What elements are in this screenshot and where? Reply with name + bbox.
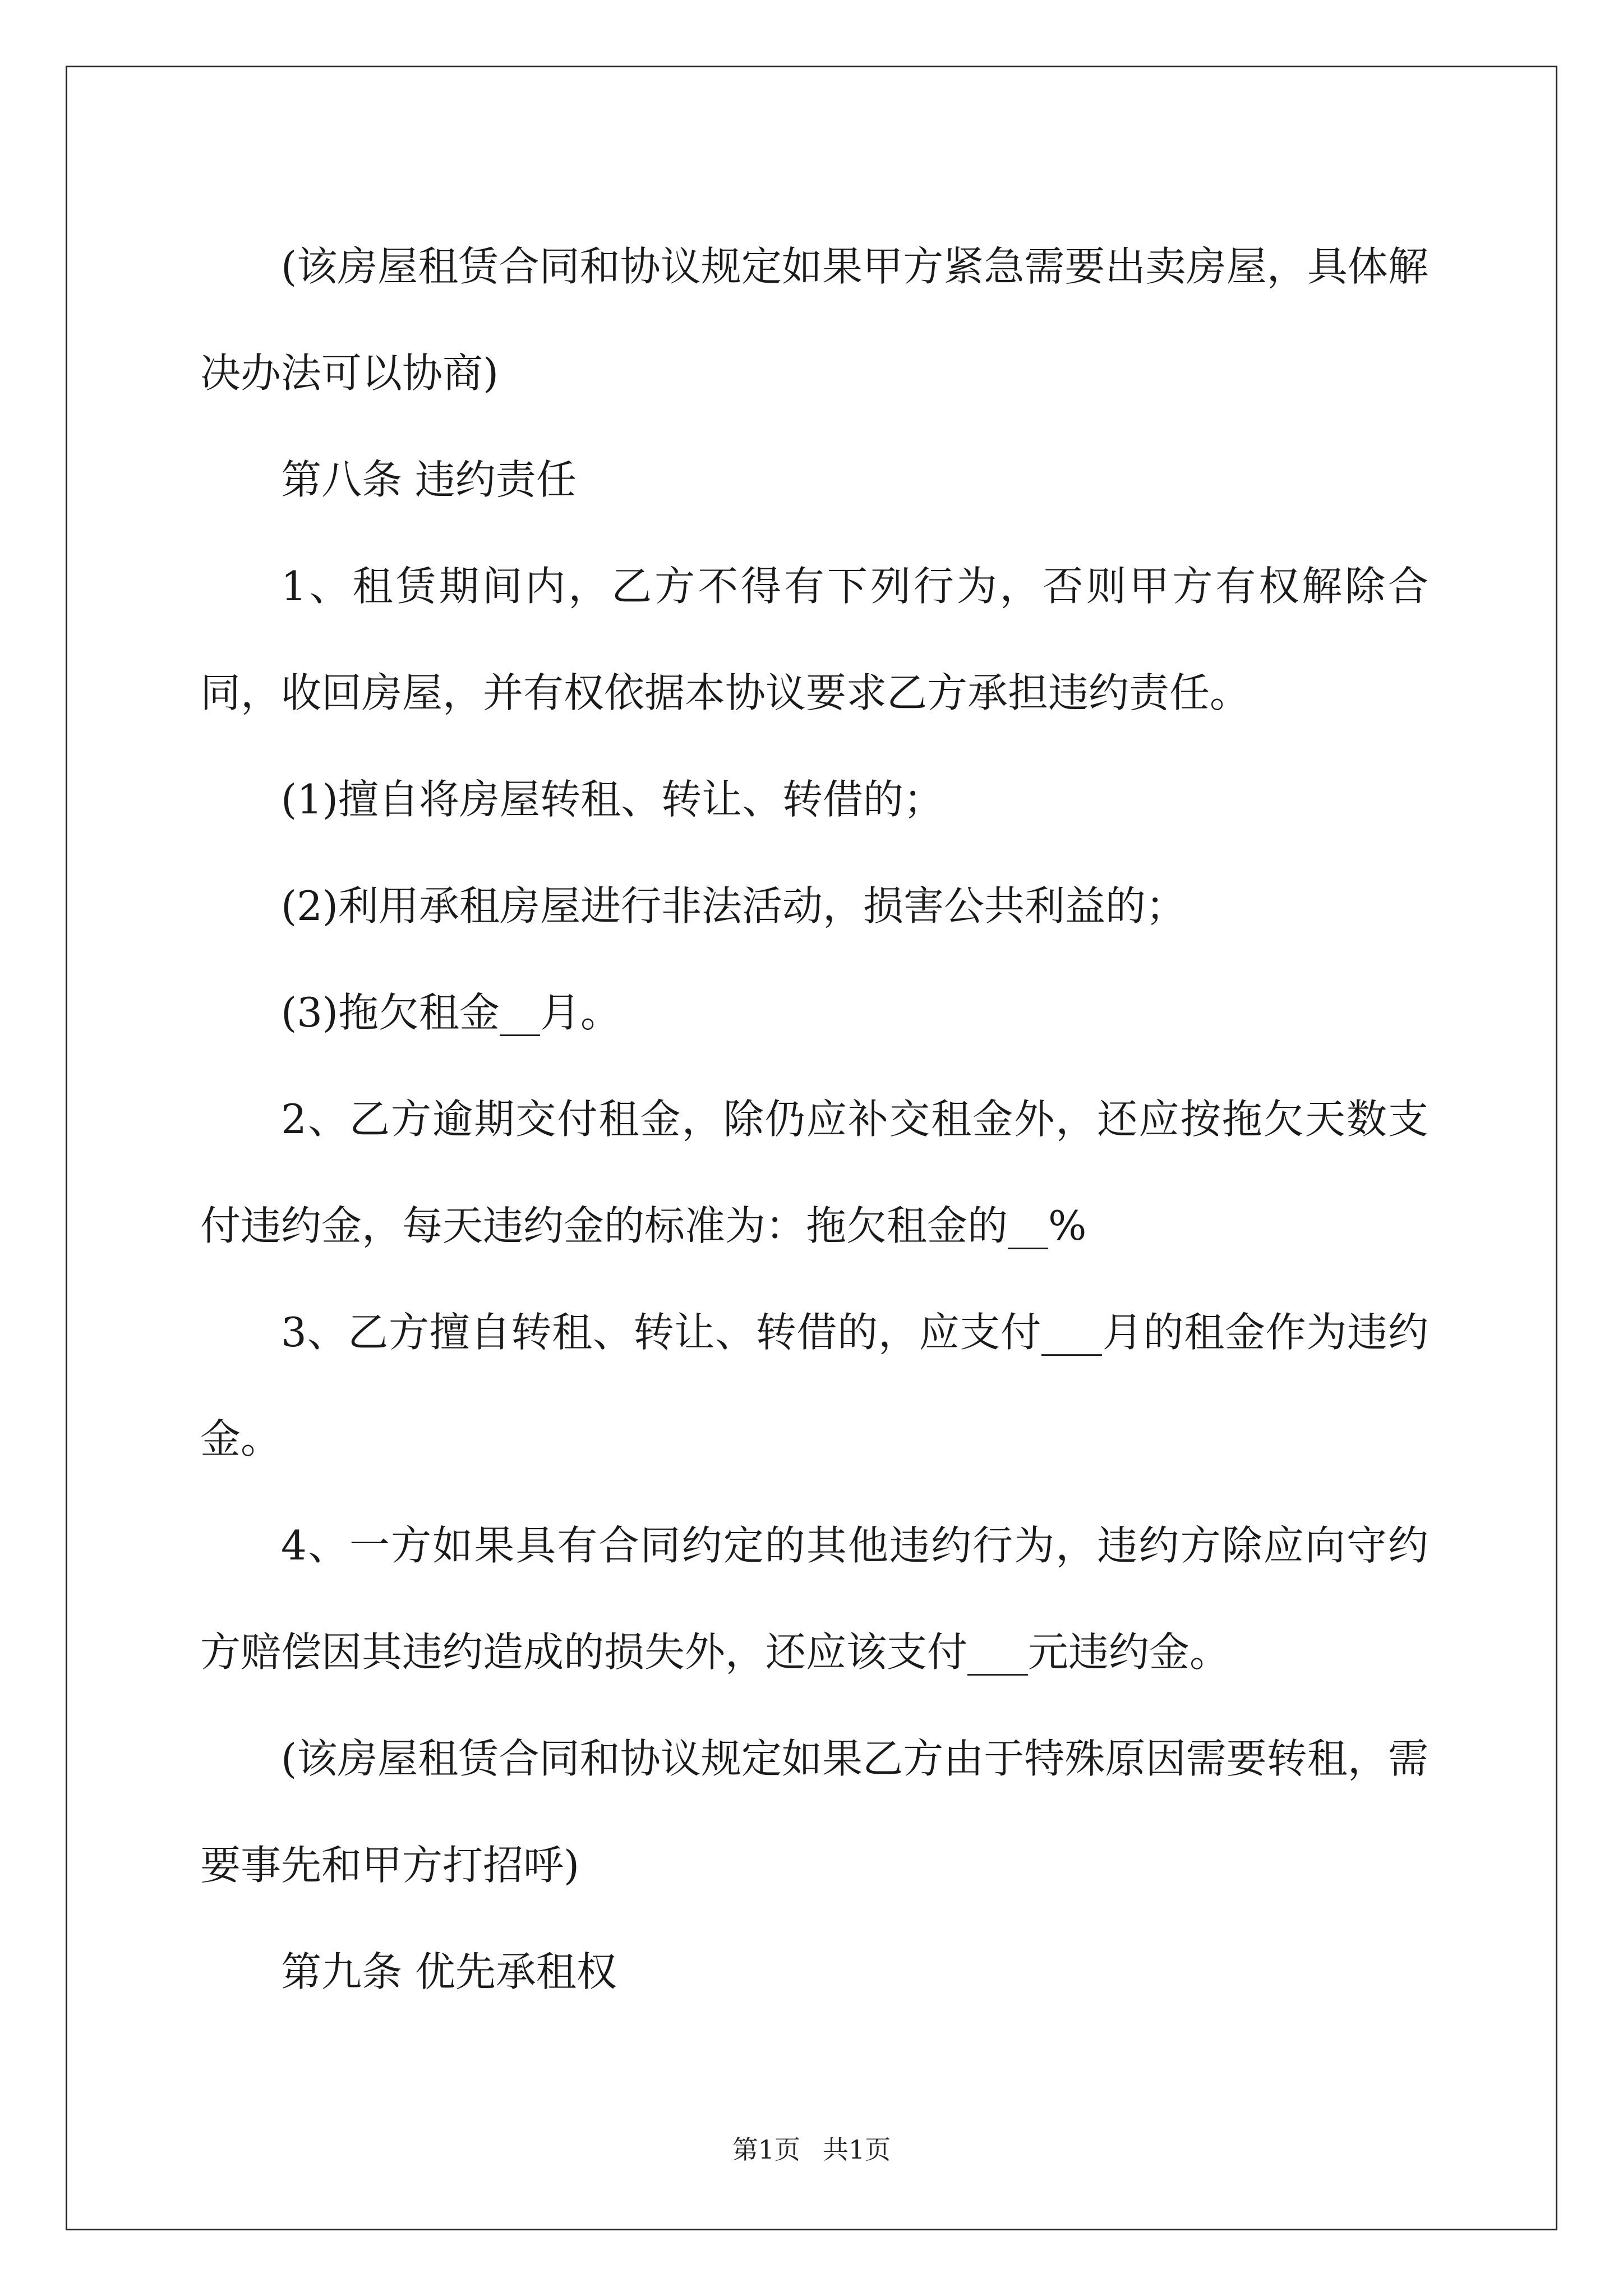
paragraph-clause-4: 4、一方如果具有合同约定的其他违约行为，违约方除应向守约方赔偿因其违约造成的损失外，还应该支付___元违约金。 — [200, 1522, 1428, 1676]
document-body — [200, 213, 1428, 2025]
paragraph-item-3: (3)拖欠租金__月。 — [281, 989, 621, 1036]
page-total: 共1页 — [823, 2134, 891, 2165]
page-number: 第1页 — [732, 2134, 800, 2165]
paragraph-note-sublet: (该房屋租赁合同和协议规定如果乙方由于特殊原因需要转租，需要事先和甲方打招呼) — [200, 1735, 1428, 1889]
paragraph-note-seller: (该房屋租赁合同和协议规定如果甲方紧急需要出卖房屋，具体解决办法可以协商) — [200, 243, 1428, 397]
paragraph-item-1: (1)擅自将房屋转租、转让、转借的； — [281, 776, 944, 823]
paragraph-clause-1: 1、租赁期间内，乙方不得有下列行为，否则甲方有权解除合同，收回房屋，并有权依据本协议要求乙方承担违约责任。 — [200, 563, 1428, 716]
paragraph-item-2: (2)利用承租房屋进行非法活动，损害公共利益的； — [281, 882, 1186, 930]
page-footer — [0, 2133, 1623, 2166]
section-heading-article-9: 第九条 优先承租权 — [281, 1948, 617, 1995]
paragraph-clause-3: 3、乙方擅自转租、转让、转借的，应支付___月的租金作为违约金。 — [200, 1309, 1428, 1462]
paragraph-clause-2: 2、乙方逾期交付租金，除仍应补交租金外，还应按拖欠天数支付违约金，每天违约金的标准为：拖欠租金的__% — [200, 1096, 1428, 1249]
section-heading-article-8: 第八条 违约责任 — [281, 456, 577, 503]
